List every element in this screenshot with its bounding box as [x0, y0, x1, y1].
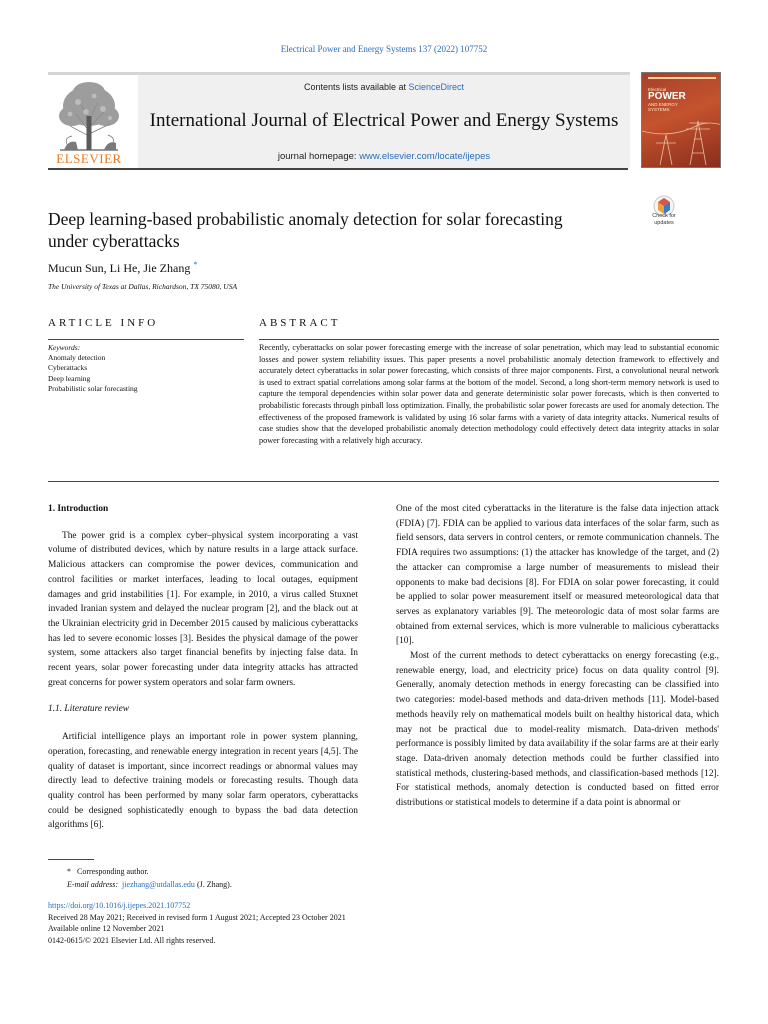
corresponding-author-mark[interactable]: *: [193, 260, 198, 269]
keyword-item: Probabilistic solar forecasting: [48, 383, 138, 393]
literature-paragraph: Artificial intelligence plays an important role in power system planning, operation, forecasting, and renewable energy integration in recent years [4,5]. The quality of dataset is important, since incorrect readings or abnormal values may directly lead to defective training models or forecasting results. Though data quality control has been performed by many solar farm operators, cyberattacks could be designed sophisticatedly enough to bypass the bad data detection algorithms [6].: [48, 732, 358, 831]
subsection-heading-literature-review: 1.1. Literature review: [48, 704, 130, 715]
keyword-item: Cyberattacks: [48, 363, 88, 373]
front-matter-bottom-rule: [48, 481, 719, 482]
body-left-column: [48, 502, 358, 833]
fdia-paragraph: One of the most cited cyberattacks in the literature is the false data injection attack (FDIA) [7]. FDIA can be applied to various data interfaces of the solar farm, such as field sensors, data servers in control centers, or remote communication channels. The FDIA requires two assumptions: (1) the attacker has knowledge of the target, and (2) the attacker can compromise a large number of measurements to mislead their opponents to make bad decisions [8]. For FDIA on solar power forecasting, it could be applied to solar power measurement itself or measured meteorological data that serves as explanatory variables [9]. The meteorologic data of most solar farms are obtained from external services, which is more vulnerable to malicious cyberattacks [10].: [396, 504, 719, 647]
intro-paragraph: The power grid is a complex cyber–physical system incorporating a vast volume of distributed devices, which by nature results in a large attack surface. Malicious attackers can compromise the power devices, communication and control facilities or market interfaces, leading to local outages, equipment damages and grid instabilities [1]. For example, in 2010, a virus called Stuxnet invaded Iranian system and delayed the nuclear program [2], and the black out at the Ukrainian electricity grid in December 2015 caused by malicious cyberattacks has led to severe economic losses [3]. Besides the physical damage of the power system, some attackers also target financial benefits by injecting false data. In recent years, solar power forecasting under data integrity attacks has attracted great concerns for power system operators and solar farm owners.: [48, 530, 358, 688]
article-info-rule: [48, 339, 244, 340]
running-head[interactable]: Electrical Power and Energy Systems 137 (2022) 107752: [280, 44, 488, 54]
detection-methods-paragraph: Most of the current methods to detect cyberattacks on energy forecasting (e.g., renewable energy, load, and electricity price) focus on data quality control [9]. Generally, anomaly detection methods in energy forecasting can be classified into two categories: model-based methods and data-driven methods [11]. Model-based methods heavily rely on mathematical models built on healthy historical data, which may not be practical due to model-reality mismatch. Data-driven methods' performance is possibly limited by data availability if the solar farms are at their early stage. Data-driven anomaly detection methods could be further classified into statistical methods, clustering-based methods, and classification-based methods [12]. For statistical methods, anomaly detection is conducted based on fitted error distributions or statistical models to determine if a data point is abnormal or: [396, 651, 719, 809]
abstract-text: Recently, cyberattacks on solar power forecasting emerge with the increase of solar penetration, which may lead to substantial economic losses and power system reliability issues. This paper presents a novel probabilistic anomaly detection framework to effectively and accurately detect cyberattacks in solar power forecasting, which consists of three major components. First, a convolutional neural network is used to extract spatial correlations among solar farms at the bottom of the model. Second, a long short-term memory network is used to capture the temporal dependencies within solar power data and generate deterministic solar power forecasts, which is then converted to probabilistic forecasts through pinball loss optimization. Finally, the probabilistic solar power forecasts are used for anomaly detection. The effectiveness of the proposed framework is validated by using 16 solar farms with a variety of data integrity attacks. Numerical results of case studies show that the developed probabilistic anomaly detection methodology could effectively detect data integrity attacks in solar power forecasting with a relatively high accuracy.: [259, 343, 719, 445]
masthead-bottom-rule: [48, 168, 628, 170]
footnote-rule: [48, 859, 94, 860]
sciencedirect-link[interactable]: ScienceDirect: [408, 82, 465, 92]
journal-masthead: [48, 68, 630, 168]
keywords-block: [48, 343, 244, 394]
cover-title: Electrical POWER AND ENERGY SYSTEMS: [648, 87, 686, 112]
available-online-date: Available online 12 November 2021: [48, 924, 165, 933]
section-heading-introduction: 1. Introduction: [48, 504, 109, 514]
abstract-heading: ABSTRACT: [259, 317, 341, 329]
keywords-label: Keywords:: [48, 343, 81, 352]
publication-info: [48, 900, 608, 946]
journal-cover-thumbnail[interactable]: [641, 72, 721, 168]
transmission-tower-icon: [642, 73, 721, 168]
author-email-link[interactable]: jiezhang@utdallas.edu: [122, 880, 195, 889]
abstract-rule: [259, 339, 719, 340]
journal-homepage-line: journal homepage: www.elsevier.com/locate/ijepes: [277, 151, 491, 162]
corresponding-author-footnote: * Corresponding author. E-mail address: jiezhang@utdallas.edu (J. Zhang).: [67, 867, 232, 889]
doi-link[interactable]: https://doi.org/10.1016/j.ijepes.2021.107752: [48, 901, 191, 910]
keyword-item: Anomaly detection: [48, 353, 106, 363]
paper-title: Deep learning-based probabilistic anomaly detection for solar forecasting under cyberattacks: [48, 209, 563, 251]
check-for-updates-label[interactable]: Check for updates: [652, 213, 676, 226]
copyright-line: 0142-0615/© 2021 Elsevier Ltd. All rights reserved.: [48, 935, 216, 945]
article-history-dates: Received 28 May 2021; Received in revised form 1 August 2021; Accepted 23 October 2021: [48, 912, 346, 922]
contents-line: Contents lists available at ScienceDirect: [303, 82, 465, 92]
author-affiliation: The University of Texas at Dallas, Richardson, TX 75080, USA: [48, 282, 238, 291]
journal-name: International Journal of Electrical Power and Energy Systems: [149, 110, 619, 131]
journal-homepage-link[interactable]: www.elsevier.com/locate/ijepes: [359, 151, 491, 162]
keyword-item: Deep learning: [48, 373, 91, 383]
body-right-column: [396, 502, 719, 811]
author-list: Mucun Sun, Li He, Jie Zhang *: [48, 260, 198, 275]
elsevier-wordmark: ELSEVIER: [56, 151, 122, 166]
article-info-heading: ARTICLE INFO: [48, 317, 159, 329]
